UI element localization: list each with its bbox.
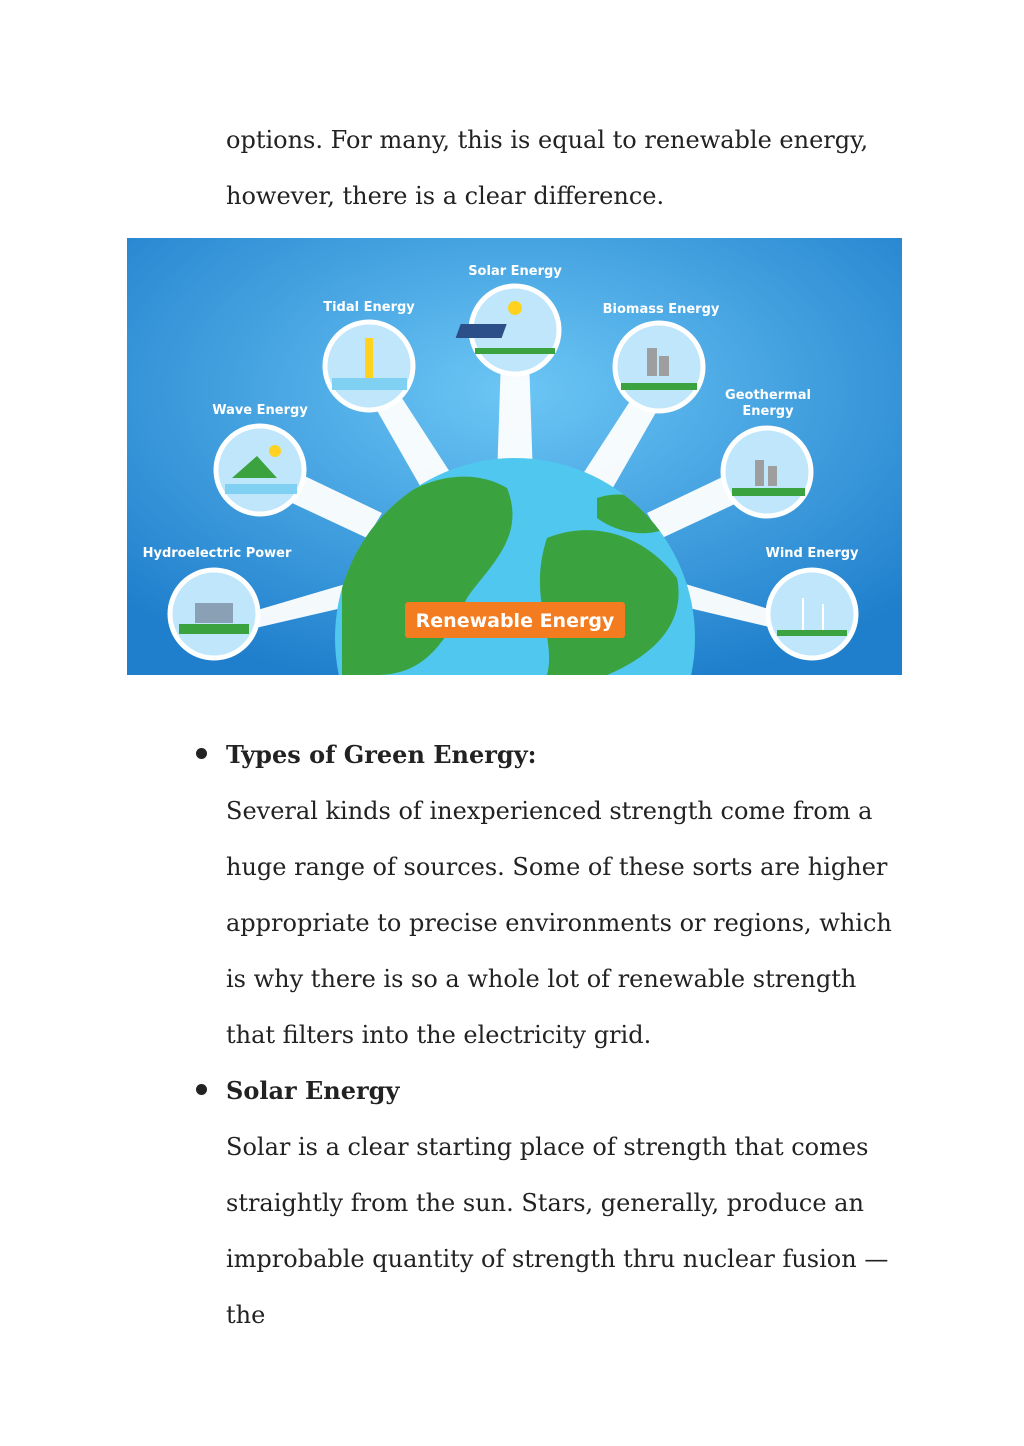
bullet-dot: [196, 1084, 207, 1095]
biomass-plant-icon: [647, 348, 657, 376]
center-badge-label: Renewable Energy: [415, 610, 615, 632]
label-wind: Wind Energy: [765, 546, 859, 561]
label-wave: Wave Energy: [212, 403, 308, 418]
section-heading: Types of Green Energy:: [226, 740, 537, 769]
geothermal-plant-icon: [755, 460, 764, 486]
section-body: Solar is a clear starting place of strength that comes straightly from the sun. Stars, generally, produce an improbable quantity of strength thru nuclear fusion — the: [226, 1133, 889, 1329]
label-geothermal-line1: Geothermal: [725, 388, 811, 403]
renewable-energy-infographic: [127, 238, 902, 675]
bullet-types-of-green-energy: [196, 727, 906, 783]
bullet-solar-energy: [196, 1063, 906, 1119]
intro-paragraph: options. For many, this is equal to renewable energy, however, there is a clear difference.: [226, 126, 869, 210]
label-tidal: Tidal Energy: [323, 300, 415, 315]
wave-icon: [225, 484, 297, 494]
section-body: Several kinds of inexperienced strength come from a huge range of sources. Some of these sorts are higher appropriate to precise environments or regions, which is why there is so a whole lot of renewable strength that filters into the electricity grid.: [226, 797, 892, 1049]
dam-icon: [195, 603, 233, 623]
label-biomass: Biomass Energy: [602, 302, 720, 317]
label-solar: Solar Energy: [468, 264, 562, 279]
label-geothermal-line2: Energy: [742, 404, 794, 419]
section-heading: Solar Energy: [226, 1076, 400, 1105]
sun-icon: [508, 301, 522, 315]
label-hydro: Hydroelectric Power: [142, 546, 292, 561]
bullet-dot: [196, 748, 207, 759]
